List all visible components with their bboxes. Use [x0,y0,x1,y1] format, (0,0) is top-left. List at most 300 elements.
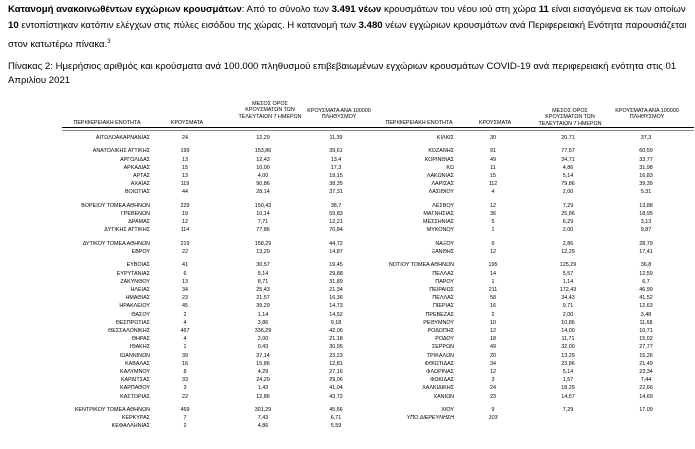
avg7-value: 2,00 [562,227,574,234]
cases-value: 49 [490,156,496,163]
avg7-value: 6,29 [562,219,574,226]
incidence-value: 14,73 [329,303,343,310]
unit-name: ΡΟΔΟΥ [435,336,454,343]
table-row [0,294,695,302]
incidence-value: 22,66 [639,385,653,392]
table-row [0,368,695,376]
incidence-value: 3,13 [640,219,652,226]
avg7-value: 12,29 [561,249,575,255]
avg7-value: 125,29 [559,262,577,269]
header-avg-right: ΜΕΣΟΣ ΟΡΟΣ ΚΡΟΥΣΜΑΤΩΝ ΤΩΝ ΤΕΛΕΥΤΑΙΩΝ 7 ΗΜΕΡΩΝ [538,108,602,127]
avg7-value: 150,43 [254,202,272,209]
incidence-value: 17,3 [330,164,342,171]
incidence-value: 43,72 [329,393,343,400]
incidence-value: 14,52 [329,311,343,318]
unit-name: ΡΟΔΟΠΗΣ [427,328,454,334]
unit-name: ΚΑΡΠΑΘΟΥ [120,385,150,392]
incidence-value: 7,44 [640,377,652,384]
incidence-value: 6,71 [330,415,342,422]
unit-name: ΔΥΤΙΚΗΣ ΑΤΤΙΚΗΣ [104,227,150,234]
cases-value: 1 [491,278,495,285]
table-row [0,327,695,335]
cases-value: 195 [488,262,498,269]
unit-name: ΠΡΕΒΕΖΑΣ [425,311,454,318]
unit-name: ΠΕΛΛΑΣ [432,295,454,302]
avg7-value: 1,43 [257,385,269,392]
avg7-value: 0,43 [257,344,269,351]
incidence-value: 45,56 [329,407,343,413]
unit-name: ΚΑΣΤΟΡΙΑΣ [120,393,150,400]
unit-name: ΚΕΡΚΥΡΑΣ [121,415,150,422]
incidence-value: 21,18 [329,336,343,343]
unit-name: ΜΥΚΟΝΟΥ [426,227,454,234]
cases-value: 4 [183,319,187,326]
unit-name: ΛΕΣΒΟΥ [432,202,454,209]
avg7-value: 25,86 [561,211,575,217]
avg7-value: 12,86 [256,393,270,400]
avg7-value: 13,29 [256,249,270,255]
avg7-value: 77,57 [561,148,575,155]
incidence-value: 19,45 [329,262,343,269]
unit-name: ΒΟΡΕΙΟΥ ΤΟΜΕΑ ΑΘΗΝΩΝ [81,202,150,209]
avg7-value: 12,43 [256,156,270,163]
cases-value: 30 [490,135,496,141]
table-row [0,210,695,218]
unit-name: ΗΛΕΙΑΣ [130,287,150,293]
avg7-value: 2,86 [562,240,574,247]
table-row [0,422,695,430]
table-row [0,240,695,248]
unit-name: ΦΩΚΙΔΑΣ [430,377,454,384]
avg7-value: 9,71 [562,303,574,310]
cases-value: 4 [491,189,495,196]
incidence-value: 17,09 [639,407,653,413]
avg7-value: 39,29 [256,303,270,310]
incidence-value: 6,7 [642,278,650,285]
cases-value: 2 [491,311,495,318]
unit-name: ΘΑΣΟΥ [131,311,150,318]
intro-title: Κατανομή ανακοινωθέντων εγχώριων κρουσμάτων [8,4,242,15]
unit-name: ΦΛΩΡΙΝΑΣ [426,369,454,375]
cases-value: 14 [490,270,496,277]
incidence-value: 16,83 [639,173,653,179]
cases-value: 3 [183,385,187,392]
incidence-value: 12,21 [329,219,343,226]
intro-new-cases: 3.491 νέων [331,4,382,15]
header-cases-left: ΚΡΟΥΣΜΑΤΑ [170,120,204,126]
cases-value: 22 [182,249,188,255]
incidence-value: 41,52 [639,295,653,302]
intro-text-3: είναι εισαγόμενα εκ των οποίων [548,4,686,15]
table-row [0,414,695,422]
unit-name: ΦΘΙΩΤΙΔΑΣ [424,360,454,367]
cases-value: 12 [490,369,496,375]
cases-value: 13 [182,156,188,163]
unit-name: ΥΠΟ ΔΙΕΡΕΥΝΗΣΗ [406,415,454,422]
avg7-value: 7,43 [257,415,269,422]
unit-name: ΝΟΤΙΟΥ ΤΟΜΕΑ ΑΘΗΝΩΝ [388,262,454,269]
incidence-value: 18,95 [639,211,653,217]
incidence-value: 29,88 [329,270,343,277]
cases-value: 112 [488,181,498,188]
incidence-value: 38,35 [329,181,343,188]
intro-paragraph [8,2,688,53]
incidence-value: 11,39 [329,135,343,141]
header-rule-top [62,127,694,128]
avg7-value: 5,57 [562,270,574,277]
unit-name: ΡΕΘΥΜΝΟΥ [423,319,454,326]
cases-value: 18 [490,336,496,343]
unit-name: ΔΡΑΜΑΣ [128,219,150,226]
incidence-value: 46,99 [639,287,653,293]
avg7-value: 1,14 [562,278,574,285]
table-row [0,188,695,196]
unit-name: ΠΕΛΛΑΣ [432,270,454,277]
table-row [0,343,695,351]
incidence-value: 21,49 [639,360,653,367]
avg7-value: 20,71 [561,135,575,141]
intro-text-4: εντοπίστηκαν κατόπιν ελέγχων στις πύλες εισόδου της χώρας. Η κατανομή των [18,20,359,31]
cases-value: 9 [491,407,495,413]
incidence-value: 36,8 [640,262,652,269]
avg7-value: 8,71 [257,278,269,285]
cases-value: 23 [490,393,496,400]
incidence-value: 23,23 [329,352,343,359]
incidence-value: 17,41 [639,249,653,255]
unit-name: ΤΡΙΚΑΛΩΝ [426,352,454,359]
intro-text-2: κρουσμάτων του νέου ιού στη χώρα [381,4,539,15]
unit-name: ΝΑΞΟΥ [435,240,454,247]
incidence-value: 9,18 [330,319,342,326]
unit-name: ΚΙΛΚΙΣ [436,135,454,141]
unit-name: ΔΥΤΙΚΟΥ ΤΟΜΕΑ ΑΘΗΝΩΝ [82,240,150,247]
avg7-value: 4,29 [257,369,269,375]
intro-text-5: νέων εγχώριων κρουσμάτων ανά Περιφερειακή Ενότητα παρουσιάζεται στον κατωτέρω πίνακα. [8,20,687,51]
avg7-value: 336,29 [254,328,272,334]
cases-value: 199 [180,148,190,155]
header-incidence-right: ΚΡΟΥΣΜΑΤΑ ΑΝΑ 100000 ΠΛΗΘΥΣΜΟΥ [615,108,679,121]
avg7-value: 32,00 [561,344,575,351]
unit-name: ΜΕΣΣΗΝΙΑΣ [423,219,454,226]
table-row [0,278,695,286]
incidence-value: 31,89 [329,278,343,285]
incidence-value: 29,06 [329,377,343,384]
incidence-value: 11,68 [639,319,653,326]
cases-value: 58 [490,295,496,302]
unit-name: ΙΩΑΝΝΙΝΩΝ [119,352,150,359]
avg7-value: 7,29 [562,407,574,413]
unit-name: ΚΟΡΙΝΘΙΑΣ [424,156,454,163]
incidence-value: 15,02 [639,336,653,343]
table-row [0,384,695,392]
table-row [0,335,695,343]
cases-value: 114 [180,227,190,234]
avg7-value: 24,29 [256,377,270,384]
header-unit-left: ΠΕΡΙΦΕΡΕΙΑΚΗ ΕΝΟΤΗΤΑ [73,120,141,126]
intro-domestic: 3.480 [358,20,383,31]
table-row [0,360,695,368]
unit-name: ΕΥΡΥΤΑΝΙΑΣ [116,270,150,277]
avg7-value: 25,43 [256,287,270,293]
cases-value: 24 [182,135,188,141]
cases-value: 13 [182,173,188,179]
unit-name: ΑΡΚΑΔΙΑΣ [123,164,150,171]
cases-value: 12 [490,249,496,255]
cases-value: 22 [182,393,188,400]
avg7-value: 4,86 [562,164,574,171]
table-row [0,164,695,172]
cases-value: 39 [182,352,188,359]
table-row [0,202,695,210]
cases-value: 2 [183,311,187,318]
cases-value: 34 [490,360,496,367]
cases-value: 33 [182,377,188,384]
table-row [0,172,695,180]
incidence-value: 60,59 [639,148,653,155]
table-row [0,352,695,360]
cases-value: 5 [491,219,495,226]
table-row [0,270,695,278]
incidence-value: 16,36 [329,295,343,302]
avg7-value: 5,14 [562,369,574,375]
header-incidence-left: ΚΡΟΥΣΜΑΤΑ ΑΝΑ 100000 ΠΛΗΘΥΣΜΟΥ [307,108,371,121]
cases-value: 91 [490,148,496,155]
intro-imported: 11 [538,4,549,15]
avg7-value: 11,71 [561,336,575,343]
incidence-value: 23,34 [639,369,653,375]
incidence-value: 31,98 [639,164,653,171]
cases-value: 19 [182,211,188,217]
incidence-value: 27,16 [329,369,343,375]
unit-name: ΚΕΦΑΛΛΗΝΙΑΣ [111,423,150,430]
avg7-value: 12,29 [256,135,270,141]
incidence-value: 39,61 [329,148,343,155]
cases-value: 12 [182,219,188,226]
incidence-value: 70,84 [329,227,343,234]
incidence-value: 44,72 [329,240,343,247]
unit-name: ΚΩ [446,164,454,171]
cases-value: 12 [490,328,496,334]
cases-value: 20 [490,352,496,359]
avg7-value: 21,57 [256,295,270,302]
incidence-value: 33,77 [639,156,653,163]
cases-value: 16 [490,303,496,310]
cases-value: 3 [491,377,495,384]
incidence-value: 15,26 [639,352,653,359]
incidence-value: 38,7 [330,202,342,209]
avg7-value: 13,29 [561,352,575,359]
cases-value: 6 [183,270,187,277]
avg7-value: 18,29 [561,385,575,392]
unit-name: ΣΕΡΡΩΝ [431,344,454,351]
unit-name: ΚΑΒΑΛΑΣ [125,360,150,367]
footnote-marker: 3 [107,39,111,45]
cases-value: 119 [180,181,190,188]
avg7-value: 1,14 [257,311,269,318]
avg7-value: 23,86 [561,360,575,367]
unit-name: ΠΕΙΡΑΙΩΣ [429,287,454,293]
incidence-value: 59,83 [329,211,343,217]
unit-name: ΠΑΡΟΥ [435,278,454,285]
cases-value: 11 [490,164,496,171]
avg7-value: 37,14 [256,352,270,359]
table-row [0,134,695,142]
cases-value: 15 [182,164,188,171]
cases-value: 15 [490,173,496,179]
avg7-value: 77,86 [256,227,270,234]
cases-value: 12 [490,202,496,209]
avg7-value: 10,14 [256,211,270,217]
unit-name: ΓΡΕΒΕΝΩΝ [120,211,150,217]
incidence-value: 12,59 [639,270,653,277]
cases-value: 2 [183,423,187,430]
incidence-value: 42,06 [329,328,343,334]
avg7-value: 2,00 [257,336,269,343]
cases-value: 49 [490,344,496,351]
avg7-value: 172,43 [559,287,577,293]
intro-text-1: : Από το σύνολο των [241,4,332,15]
avg7-value: 90,86 [256,181,270,188]
cases-value: 24 [490,385,496,392]
unit-name: ΧΑΝΙΩΝ [433,393,454,400]
cases-value: 229 [180,202,190,209]
incidence-value: 27,77 [639,344,653,351]
incidence-value: 14,69 [639,393,653,400]
avg7-value: 2,00 [562,311,574,318]
table-row [0,261,695,269]
unit-name: ΠΙΕΡΙΑΣ [432,303,454,310]
unit-name: ΛΑΡΙΣΑΣ [431,181,454,188]
header-avg-left: ΜΕΣΟΣ ΟΡΟΣ ΚΡΟΥΣΜΑΤΩΝ ΤΩΝ ΤΕΛΕΥΤΑΙΩΝ 7 ΗΜΕΡΩΝ [238,101,302,120]
incidence-value: 28,79 [639,240,653,247]
cases-value: 103 [488,415,498,422]
table-row [0,218,695,226]
cases-value: 211 [488,287,498,293]
unit-name: ΘΕΣΠΡΩΤΙΑΣ [115,319,150,326]
incidence-value: 13,88 [639,202,653,209]
incidence-value: 41,04 [329,385,343,392]
intro-gates: 10 [8,20,19,31]
unit-name: ΑΡΤΑΣ [132,173,150,179]
avg7-value: 28,14 [256,189,270,196]
cases-value: 469 [180,407,190,413]
avg7-value: 34,71 [561,156,575,163]
table-row [0,302,695,310]
unit-name: ΚΟΖΑΝΗΣ [428,148,454,155]
unit-name: ΕΥΒΟΙΑΣ [126,262,150,269]
avg7-value: 301,29 [254,407,272,413]
cases-value: 34 [182,287,188,293]
cases-value: 8 [183,369,187,375]
cases-value: 16 [182,360,188,367]
avg7-value: 14,57 [561,393,575,400]
avg7-value: 4,00 [257,173,269,179]
table-row [0,406,695,414]
table-row [0,180,695,188]
avg7-value: 34,43 [561,295,575,302]
incidence-value: 13,4 [330,156,342,163]
avg7-value: 7,29 [562,202,574,209]
unit-name: ΚΑΡΔΙΤΣΑΣ [120,377,150,384]
cases-value: 7 [183,415,187,422]
header-rule-bottom [62,130,694,131]
table-row [0,376,695,384]
avg7-value: 158,29 [254,240,272,247]
table-row [0,286,695,294]
incidence-value: 12,63 [639,303,653,310]
avg7-value: 10,86 [561,319,575,326]
cases-value: 1 [491,227,495,234]
incidence-value: 9,87 [640,227,652,234]
cases-value: 23 [182,295,188,302]
avg7-value: 10,00 [256,164,270,171]
unit-name: ΑΝΑΤΟΛΙΚΗΣ ΑΤΤΙΚΗΣ [92,148,150,155]
unit-name: ΑΙΤΩΛΟΑΚΑΡΝΑΝΙΑΣ [95,135,150,141]
unit-name: ΛΑΚΩΝΙΑΣ [426,173,454,179]
avg7-value: 5,14 [257,270,269,277]
table-row [0,319,695,327]
header-cases-right: ΚΡΟΥΣΜΑΤΑ [478,120,512,126]
table-row [0,147,695,155]
cases-value: 6 [491,240,495,247]
incidence-value: 39,39 [639,181,653,188]
cases-value: 219 [180,240,190,247]
cases-value: 1 [183,344,187,351]
unit-name: ΚΕΝΤΡΙΚΟΥ ΤΟΜΕΑ ΑΘΗΝΩΝ [74,407,150,413]
avg7-value: 14,00 [561,328,575,334]
unit-name: ΕΒΡΟΥ [131,249,150,255]
incidence-value: 14,87 [329,249,343,255]
avg7-value: 1,57 [562,377,574,384]
unit-name: ΧΙΟΥ [441,407,454,413]
unit-name: ΖΑΚΥΝΘΟΥ [120,278,150,285]
cases-value: 10 [490,319,496,326]
avg7-value: 153,86 [254,148,272,155]
unit-name: ΧΑΛΚΙΔΙΚΗΣ [422,385,454,392]
unit-name: ΘΕΣΣΑΛΟΝΙΚΗΣ [108,328,150,334]
cases-value: 13 [182,278,188,285]
unit-name: ΙΘΑΚΗΣ [129,344,150,351]
avg7-value: 4,86 [257,423,269,430]
incidence-value: 19,15 [329,173,343,179]
avg7-value: 30,57 [256,262,270,269]
incidence-value: 37,3 [640,135,652,141]
cases-value: 4 [183,336,187,343]
avg7-value: 5,14 [562,173,574,179]
cases-value: 44 [182,189,188,196]
table-row [0,226,695,234]
unit-name: ΛΑΣΙΘΙΟΥ [428,189,454,196]
cases-value: 45 [182,303,188,310]
incidence-value: 3,48 [640,311,652,318]
unit-name: ΞΑΝΘΗΣ [431,249,454,255]
avg7-value: 7,71 [257,219,269,226]
table-row [0,393,695,401]
avg7-value: 3,86 [257,319,269,326]
unit-name: ΒΟΙΩΤΙΑΣ [124,189,150,196]
incidence-value: 10,71 [639,328,653,334]
avg7-value: 15,86 [256,360,270,367]
table-row [0,248,695,256]
incidence-value: 12,81 [329,360,343,367]
cases-value: 36 [490,211,496,217]
avg7-value: 79,86 [561,181,575,188]
unit-name: ΗΜΑΘΙΑΣ [125,295,150,302]
unit-name: ΜΑΓΝΗΣΙΑΣ [423,211,454,217]
table-row [0,156,695,164]
incidence-value: 5,59 [330,423,342,430]
incidence-value: 37,31 [329,189,343,196]
